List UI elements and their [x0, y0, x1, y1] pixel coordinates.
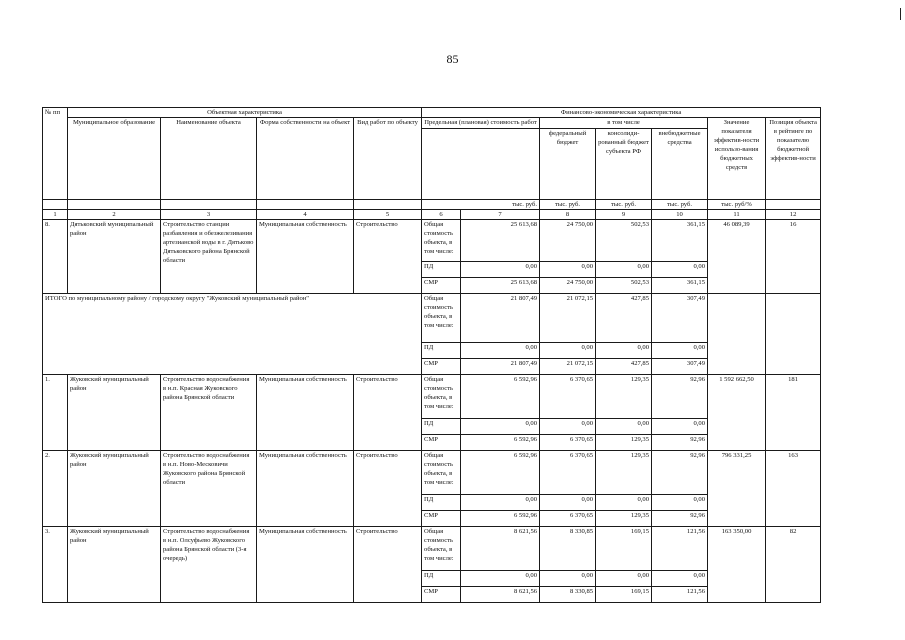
smr-value: 129,35 [596, 435, 652, 451]
total-value: 121,56 [652, 527, 708, 571]
pd-value: 0,00 [596, 343, 652, 359]
header-fin-char: Финансово-экономическая характеристика [422, 108, 821, 118]
smr-value: 6 370,65 [540, 511, 596, 527]
table-row [43, 375, 821, 419]
total-value: 129,35 [596, 375, 652, 419]
ownership-cell: Муниципальная собственность [257, 527, 354, 603]
smr-label: СМР [422, 511, 461, 527]
pd-label: ПД [422, 262, 461, 278]
municipality-cell: Жуковский муниципальный район [68, 375, 161, 451]
page-edge-mark [900, 8, 901, 20]
pd-value: 0,00 [461, 571, 540, 587]
total-value: 6 370,65 [540, 451, 596, 495]
position-cell: 16 [766, 220, 821, 294]
municipality-cell: Жуковский муниципальный район [68, 451, 161, 527]
total-value: 92,96 [652, 375, 708, 419]
object-name-cell: Строительство водоснабжения в н.п. Олсуфьево Жуковского района Брянской области (3-я очередь) [161, 527, 257, 603]
header-municipality: Муниципальное образование [68, 118, 161, 200]
header-work-type: Вид работ по объекту [354, 118, 422, 200]
pd-value: 0,00 [652, 262, 708, 278]
column-number-row [43, 210, 821, 220]
indicator-cell: 1 592 662,50 [708, 375, 766, 451]
smr-value: 92,96 [652, 435, 708, 451]
work-type-cell: Строительство [354, 527, 422, 603]
smr-label: СМР [422, 278, 461, 294]
smr-label: СМР [422, 359, 461, 375]
row-no: 2. [43, 451, 68, 527]
pd-value: 0,00 [461, 495, 540, 511]
pd-value: 0,00 [652, 571, 708, 587]
column-number: 6 [422, 210, 461, 220]
indicator-cell: 46 089,39 [708, 220, 766, 294]
header-object-name: Наименование объекта [161, 118, 257, 200]
smr-label: СМР [422, 435, 461, 451]
pd-value: 0,00 [540, 343, 596, 359]
pd-value: 0,00 [652, 419, 708, 435]
table-row [43, 527, 821, 571]
position-cell [766, 294, 821, 375]
unit-cost: тыс. руб. [422, 200, 540, 210]
column-number: 2 [68, 210, 161, 220]
total-value: 307,49 [652, 294, 708, 343]
smr-value: 92,96 [652, 511, 708, 527]
header-object-char: Объектная характеристика [68, 108, 422, 118]
column-number: 10 [652, 210, 708, 220]
smr-label: СМР [422, 587, 461, 603]
header-position: Позиция объекта в рейтинге по показателю бюджетной эффектив-ности [766, 118, 821, 200]
total-cost-label: Общая стоимость объекта, в том числе: [422, 375, 461, 419]
smr-value: 6 370,65 [540, 435, 596, 451]
column-number: 7 [461, 210, 540, 220]
smr-value: 24 750,00 [540, 278, 596, 294]
total-cost-label: Общая стоимость объекта, в том числе: [422, 451, 461, 495]
total-cost-label: Общая стоимость объекта, в том числе: [422, 527, 461, 571]
total-value: 25 613,68 [461, 220, 540, 262]
smr-value: 6 592,96 [461, 511, 540, 527]
object-name-cell: Строительство водоснабжения в н.п. Ново-Месковичи Жуковского района Брянской области [161, 451, 257, 527]
header-max-cost: Предельная (плановая) стоимость работ [422, 118, 540, 129]
unit-offbudget: тыс. руб. [652, 200, 708, 210]
itogo-label: ИТОГО по муниципальному району / городскому округу "Жуковский муниципальный район" [43, 294, 422, 375]
smr-value: 8 330,85 [540, 587, 596, 603]
column-number: 3 [161, 210, 257, 220]
pd-value: 0,00 [596, 571, 652, 587]
column-number: 12 [766, 210, 821, 220]
smr-value: 361,15 [652, 278, 708, 294]
column-number: 5 [354, 210, 422, 220]
smr-value: 121,56 [652, 587, 708, 603]
total-value: 502,53 [596, 220, 652, 262]
position-cell: 163 [766, 451, 821, 527]
ownership-cell: Муниципальная собственность [257, 375, 354, 451]
financial-table [42, 107, 821, 603]
indicator-cell [708, 294, 766, 375]
total-value: 427,85 [596, 294, 652, 343]
position-cell: 181 [766, 375, 821, 451]
total-value: 6 370,65 [540, 375, 596, 419]
column-number: 1 [43, 210, 68, 220]
pd-value: 0,00 [461, 343, 540, 359]
pd-value: 0,00 [540, 419, 596, 435]
unit-consolidated: тыс. руб. [596, 200, 652, 210]
table-row [43, 294, 821, 343]
header-offbudget: внебюджетные средства [652, 129, 708, 200]
indicator-cell: 163 350,00 [708, 527, 766, 603]
row-no: 8. [43, 220, 68, 294]
pd-label: ПД [422, 495, 461, 511]
pd-label: ПД [422, 571, 461, 587]
work-type-cell: Строительство [354, 375, 422, 451]
table-row [43, 220, 821, 262]
smr-value: 502,53 [596, 278, 652, 294]
total-value: 169,15 [596, 527, 652, 571]
pd-value: 0,00 [461, 262, 540, 278]
unit-federal: тыс. руб. [540, 200, 596, 210]
work-type-cell: Строительство [354, 451, 422, 527]
smr-value: 21 807,49 [461, 359, 540, 375]
unit-indicator: тыс. руб/% [708, 200, 766, 210]
smr-value: 8 621,56 [461, 587, 540, 603]
pd-value: 0,00 [540, 262, 596, 278]
pd-value: 0,00 [596, 262, 652, 278]
smr-value: 169,15 [596, 587, 652, 603]
smr-value: 307,49 [652, 359, 708, 375]
header-consolidated: консолиди-рованный бюджет субъекта РФ [596, 129, 652, 200]
pd-value: 0,00 [540, 495, 596, 511]
total-cost-label: Общая стоимость объекта, в том числе: [422, 294, 461, 343]
smr-value: 129,35 [596, 511, 652, 527]
total-value: 21 072,15 [540, 294, 596, 343]
column-number: 8 [540, 210, 596, 220]
municipality-cell: Жуковский муниципальный район [68, 527, 161, 603]
pd-value: 0,00 [652, 343, 708, 359]
units-row [43, 200, 821, 210]
total-value: 21 807,49 [461, 294, 540, 343]
object-name-cell: Строительство водоснабжения в н.п. Красная Жуковского района Брянской области [161, 375, 257, 451]
column-number: 9 [596, 210, 652, 220]
smr-value: 427,85 [596, 359, 652, 375]
header-including: в том числе [540, 118, 708, 129]
work-type-cell: Строительство [354, 220, 422, 294]
header-row-1 [43, 108, 821, 118]
pd-label: ПД [422, 419, 461, 435]
object-name-cell: Строительство станции разбавления и обезжелезивания артезианской воды в г. Дятьково Дятьковского района Брянской области [161, 220, 257, 294]
total-value: 92,96 [652, 451, 708, 495]
pd-value: 0,00 [461, 419, 540, 435]
page-number: 85 [446, 52, 459, 66]
total-value: 361,15 [652, 220, 708, 262]
total-value: 24 750,00 [540, 220, 596, 262]
smr-value: 21 072,15 [540, 359, 596, 375]
header-no: № пп [43, 108, 68, 200]
municipality-cell: Дятьковский муниципальный район [68, 220, 161, 294]
pd-value: 0,00 [596, 495, 652, 511]
column-number: 11 [708, 210, 766, 220]
header-indicator: Значение показателя эффектив-ности использо-вания бюджетных средств [708, 118, 766, 200]
smr-value: 25 613,68 [461, 278, 540, 294]
total-value: 129,35 [596, 451, 652, 495]
total-value: 8 330,85 [540, 527, 596, 571]
total-cost-label: Общая стоимость объекта, в том числе: [422, 220, 461, 262]
smr-value: 6 592,96 [461, 435, 540, 451]
total-value: 6 592,96 [461, 451, 540, 495]
header-ownership: Форма собственности на объект [257, 118, 354, 200]
ownership-cell: Муниципальная собственность [257, 451, 354, 527]
pd-value: 0,00 [652, 495, 708, 511]
pd-value: 0,00 [596, 419, 652, 435]
row-no: 1. [43, 375, 68, 451]
indicator-cell: 796 331,25 [708, 451, 766, 527]
header-federal: федеральный бюджет [540, 129, 596, 200]
pd-value: 0,00 [540, 571, 596, 587]
pd-label: ПД [422, 343, 461, 359]
total-value: 8 621,56 [461, 527, 540, 571]
table-row [43, 451, 821, 495]
column-number: 4 [257, 210, 354, 220]
position-cell: 82 [766, 527, 821, 603]
total-value: 6 592,96 [461, 375, 540, 419]
ownership-cell: Муниципальная собственность [257, 220, 354, 294]
header-row-2 [43, 118, 821, 129]
row-no: 3. [43, 527, 68, 603]
